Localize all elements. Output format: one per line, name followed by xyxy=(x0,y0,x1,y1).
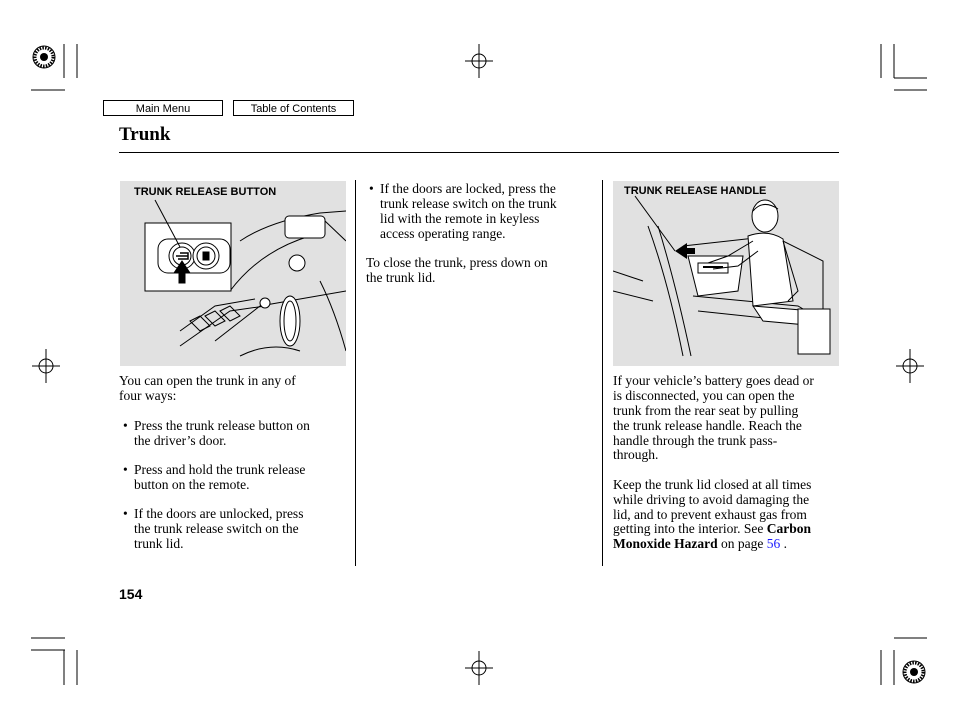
bullet-mark: • xyxy=(123,462,128,477)
title-rule xyxy=(119,152,839,153)
close-text: the trunk lid. xyxy=(366,270,436,285)
cross-ref-title: Monoxide Hazard xyxy=(613,536,718,551)
bullet-mark: • xyxy=(369,181,374,196)
paragraph-line: handle through the trunk pass- xyxy=(613,433,778,448)
bullet-text: Press the trunk release button on xyxy=(134,418,310,433)
page-title: Trunk xyxy=(119,124,171,145)
intro-line: four ways: xyxy=(119,388,177,403)
bullet-text: If the doors are unlocked, press xyxy=(134,506,304,521)
bullet-mark: • xyxy=(123,506,128,521)
paragraph-line: is disconnected, you can open the xyxy=(613,388,795,403)
main-menu-button[interactable]: Main Menu xyxy=(103,100,223,116)
paragraph-line: If your vehicle’s battery goes dead or xyxy=(613,373,814,388)
bullet-text: the driver’s door. xyxy=(134,433,227,448)
bullet-mark: • xyxy=(123,418,128,433)
paragraph-line: through. xyxy=(613,447,659,462)
figure-trunk-release-button xyxy=(120,181,346,366)
paragraph-line: trunk from the rear seat by pulling xyxy=(613,403,799,418)
close-text: To close the trunk, press down on xyxy=(366,255,548,270)
page-number: 154 xyxy=(119,586,143,602)
bullet-text: button on the remote. xyxy=(134,477,250,492)
bullet-text: Press and hold the trunk release xyxy=(134,462,306,477)
figure-trunk-release-handle xyxy=(613,181,839,366)
door-panel-illustration xyxy=(120,181,346,366)
table-of-contents-button[interactable]: Table of Contents xyxy=(233,100,354,116)
paragraph-line: getting into the interior. See Carbon xyxy=(613,521,811,536)
bullet-text: lid with the remote in keyless xyxy=(380,211,540,226)
rear-seat-illustration xyxy=(613,181,839,366)
cross-ref-title: Carbon xyxy=(766,521,811,536)
bullet-text: trunk release switch on the trunk xyxy=(380,196,557,211)
bullet-text: the trunk release switch on the xyxy=(134,521,299,536)
paragraph-line: the trunk release handle. Reach the xyxy=(613,418,802,433)
column-divider xyxy=(355,180,356,566)
paragraph-line: Keep the trunk lid closed at all times xyxy=(613,477,812,492)
page-link[interactable]: 56 xyxy=(766,536,781,551)
paragraph-line: lid, and to prevent exhaust gas from xyxy=(613,507,807,522)
column-divider xyxy=(602,180,603,566)
bullet-text: If the doors are locked, press the xyxy=(380,181,556,196)
bullet-text: access operating range. xyxy=(380,226,506,241)
paragraph-line: while driving to avoid damaging the xyxy=(613,492,810,507)
figure-label: TRUNK RELEASE HANDLE xyxy=(624,185,767,197)
bullet-text: trunk lid. xyxy=(134,536,184,551)
paragraph-line: Monoxide Hazard on page 56 . xyxy=(613,536,787,551)
figure-label: TRUNK RELEASE BUTTON xyxy=(134,186,277,198)
intro-line: You can open the trunk in any of xyxy=(119,373,296,388)
